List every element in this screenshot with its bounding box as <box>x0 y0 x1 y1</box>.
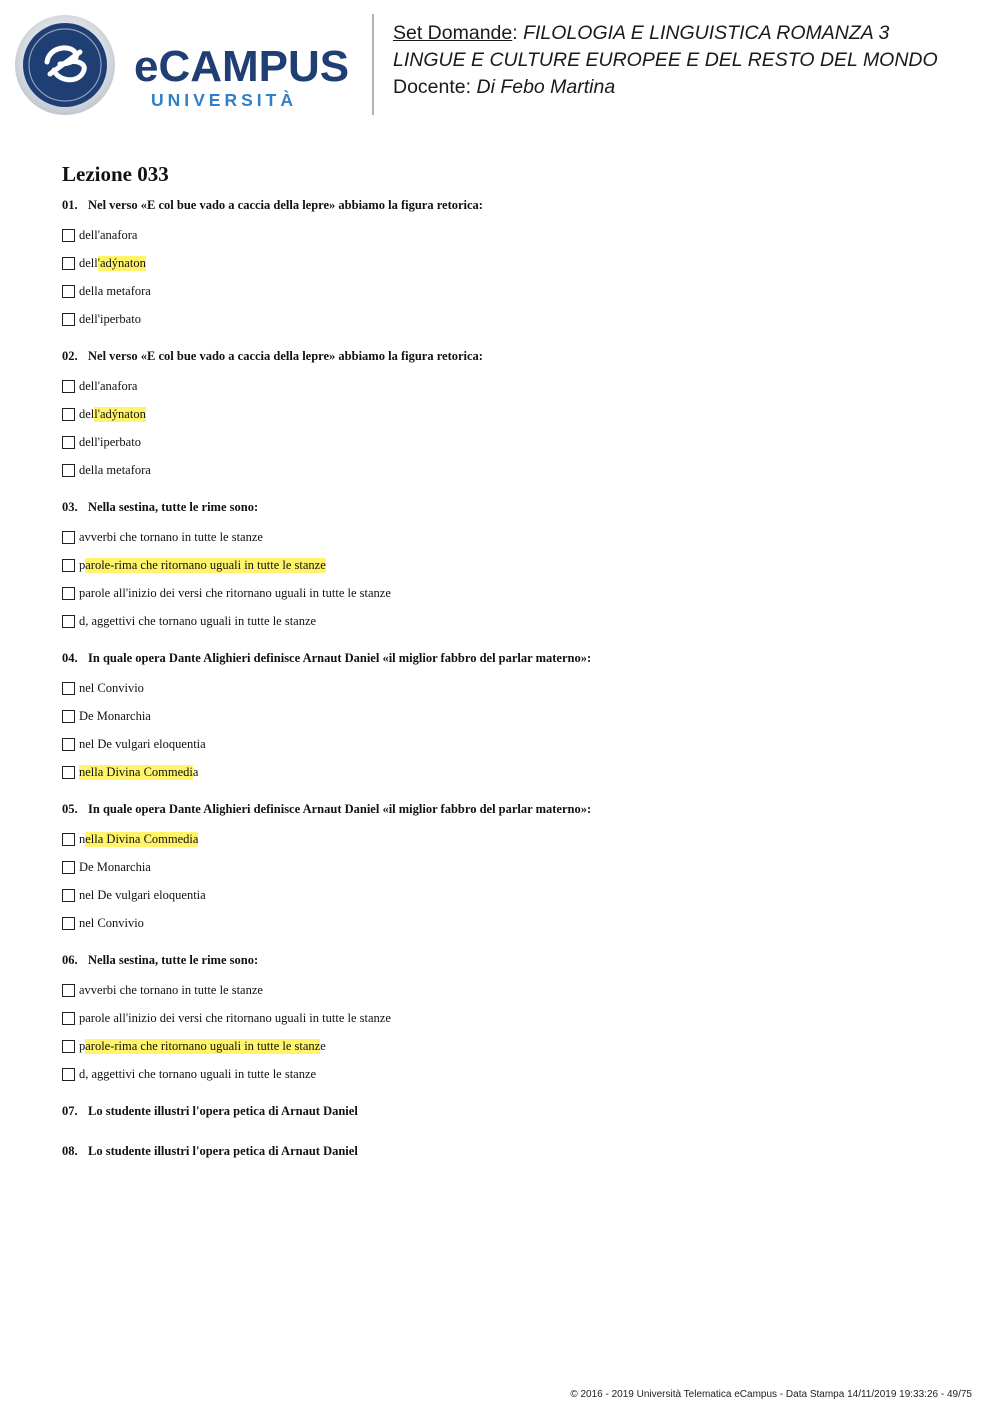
answer-option[interactable] <box>62 523 962 551</box>
answer-checkbox[interactable] <box>62 408 75 421</box>
header-line-3 <box>393 74 993 101</box>
answer-text: nel De vulgari eloquentia <box>79 736 206 751</box>
answer-option[interactable] <box>62 249 962 277</box>
answer-option[interactable] <box>62 551 962 579</box>
question-prompt: Lo studente illustri l'opera petica di Arnaut Daniel <box>88 1144 358 1158</box>
question-8 <box>62 1141 962 1161</box>
answer-text: d, aggettivi che tornano uguali in tutte le stanze <box>79 1066 317 1081</box>
answer-checkbox[interactable] <box>62 436 75 449</box>
answer-checkbox[interactable] <box>62 710 75 723</box>
answer-option[interactable] <box>62 428 962 456</box>
answer-checkbox[interactable] <box>62 587 75 600</box>
question-prompt: Nel verso «E col bue vado a caccia della lepre» abbiamo la figura retorica: <box>88 198 483 212</box>
question-gap <box>62 937 962 950</box>
question-number: 06. <box>62 953 78 967</box>
question-number: 07. <box>62 1104 78 1118</box>
answer-text: p <box>79 557 86 572</box>
question-text <box>62 195 962 215</box>
answer-checkbox[interactable] <box>62 984 75 997</box>
question-prompt: Nella sestina, tutte le rime sono: <box>88 953 259 967</box>
answer-text: della metafora <box>79 283 151 298</box>
answer-option[interactable] <box>62 400 962 428</box>
question-text <box>62 1141 962 1161</box>
answer-option[interactable] <box>62 702 962 730</box>
answer-text: parole all'inizio dei versi che ritornano uguali in tutte le stanze <box>79 585 391 600</box>
answer-text: nel De vulgari eloquentia <box>79 887 206 902</box>
answer-highlight: arole-rima che ritornano uguali in tutte le stanz <box>85 1038 321 1053</box>
answer-text: del <box>79 406 95 421</box>
answer-text: dell'anafora <box>79 227 138 242</box>
question-gap <box>62 635 962 648</box>
question-gap <box>62 484 962 497</box>
answer-text: dell <box>79 255 98 270</box>
set-label: Set Domande <box>393 22 513 44</box>
answer-checkbox[interactable] <box>62 531 75 544</box>
question-4 <box>62 648 962 799</box>
answer-option[interactable] <box>62 1060 962 1088</box>
answer-checkbox[interactable] <box>62 738 75 751</box>
question-1 <box>62 195 962 346</box>
logo-subtext: UNIVERSITÀ <box>151 90 297 110</box>
question-7 <box>62 1101 962 1121</box>
question-text <box>62 950 962 970</box>
course-name: FILOLOGIA E LINGUISTICA ROMANZA 3 <box>523 22 890 44</box>
answer-checkbox[interactable] <box>62 861 75 874</box>
answer-text: della metafora <box>79 462 151 477</box>
question-number: 01. <box>62 198 78 212</box>
answer-option[interactable] <box>62 372 962 400</box>
header-info <box>393 20 993 101</box>
answer-checkbox[interactable] <box>62 1040 75 1053</box>
question-prompt: Lo studente illustri l'opera petica di Arnaut Daniel <box>88 1104 358 1118</box>
answer-checkbox[interactable] <box>62 917 75 930</box>
answer-option[interactable] <box>62 456 962 484</box>
question-number: 05. <box>62 802 78 816</box>
answer-checkbox[interactable] <box>62 833 75 846</box>
question-text <box>62 1101 962 1121</box>
answer-option[interactable] <box>62 1032 962 1060</box>
answer-text: dell'iperbato <box>79 311 141 326</box>
answer-text: n <box>79 831 86 846</box>
lesson-title: Lezione 033 <box>62 162 169 186</box>
teacher-label: Docente: <box>393 76 472 98</box>
answer-highlight: ella Divina Commedia <box>85 831 199 846</box>
answer-option[interactable] <box>62 730 962 758</box>
answer-checkbox[interactable] <box>62 380 75 393</box>
answer-checkbox[interactable] <box>62 682 75 695</box>
question-number: 02. <box>62 349 78 363</box>
answer-checkbox[interactable] <box>62 257 75 270</box>
question-text <box>62 648 962 668</box>
answer-text: avverbi che tornano in tutte le stanze <box>79 529 263 544</box>
question-prompt: In quale opera Dante Alighieri definisce Arnaut Daniel «il miglior fabbro del parlar materno»: <box>88 802 592 816</box>
answer-highlight: l'adýnaton <box>94 406 146 421</box>
answer-text: nel Convivio <box>79 915 144 930</box>
question-text <box>62 497 962 517</box>
answer-text: avverbi che tornano in tutte le stanze <box>79 982 263 997</box>
question-prompt: In quale opera Dante Alighieri definisce Arnaut Daniel «il miglior fabbro del parlar materno»: <box>88 651 592 665</box>
answer-checkbox[interactable] <box>62 1068 75 1081</box>
answer-checkbox[interactable] <box>62 615 75 628</box>
answer-option[interactable] <box>62 579 962 607</box>
question-2 <box>62 346 962 497</box>
answer-option[interactable] <box>62 853 962 881</box>
answer-option[interactable] <box>62 1004 962 1032</box>
page-footer: © 2016 - 2019 Università Telematica eCampus - Data Stampa 14/11/2019 19:33:26 - 49/75 <box>570 1389 972 1400</box>
question-5 <box>62 799 962 950</box>
question-3 <box>62 497 962 648</box>
answer-option[interactable] <box>62 221 962 249</box>
header-line-1: Set Domande: FILOLOGIA E LINGUISTICA ROMANZA 3 <box>393 22 890 44</box>
answer-highlight: 'adýnaton <box>97 255 146 270</box>
answer-option[interactable] <box>62 674 962 702</box>
question-list <box>62 195 962 1181</box>
question-text <box>62 346 962 366</box>
answer-text: De Monarchia <box>79 708 151 723</box>
answer-text: d, aggettivi che tornano uguali in tutte le stanze <box>79 613 317 628</box>
answer-text: De Monarchia <box>79 859 151 874</box>
program-name: LINGUE E CULTURE EUROPEE E DEL RESTO DEL MONDO <box>393 49 938 71</box>
answer-checkbox[interactable] <box>62 766 75 779</box>
logo-wordmark: eCAMPUS <box>134 42 350 91</box>
answer-text: dell'iperbato <box>79 434 141 449</box>
question-text <box>62 799 962 819</box>
question-prompt: Nel verso «E col bue vado a caccia della lepre» abbiamo la figura retorica: <box>88 349 483 363</box>
answer-checkbox[interactable] <box>62 1012 75 1025</box>
question-gap <box>62 1088 962 1101</box>
answer-text: dell'anafora <box>79 378 138 393</box>
answer-option[interactable] <box>62 881 962 909</box>
answer-text: p <box>79 1038 86 1053</box>
answer-checkbox[interactable] <box>62 285 75 298</box>
question-number: 08. <box>62 1144 78 1158</box>
answer-option[interactable] <box>62 305 962 333</box>
answer-text: parole all'inizio dei versi che ritornano uguali in tutte le stanze <box>79 1010 391 1025</box>
answer-highlight: arole-rima che ritornano uguali in tutte le stanze <box>85 557 326 572</box>
question-number: 03. <box>62 500 78 514</box>
ecampus-logo <box>14 14 359 116</box>
question-number: 04. <box>62 651 78 665</box>
answer-highlight: nella Divina Commedi <box>79 764 193 779</box>
question-gap <box>62 333 962 346</box>
answer-option[interactable] <box>62 976 962 1004</box>
answer-option[interactable] <box>62 277 962 305</box>
answer-checkbox[interactable] <box>62 229 75 242</box>
question-6 <box>62 950 962 1101</box>
answer-option[interactable] <box>62 607 962 635</box>
teacher-name: Di Febo Martina <box>476 76 616 98</box>
header-divider <box>372 14 374 115</box>
question-prompt: Nella sestina, tutte le rime sono: <box>88 500 259 514</box>
answer-option[interactable] <box>62 909 962 937</box>
answer-checkbox[interactable] <box>62 313 75 326</box>
answer-checkbox[interactable] <box>62 889 75 902</box>
answer-option[interactable] <box>62 825 962 853</box>
answer-option[interactable] <box>62 758 962 786</box>
answer-checkbox[interactable] <box>62 464 75 477</box>
answer-text: e <box>320 1038 326 1053</box>
answer-text: a <box>192 764 199 779</box>
answer-checkbox[interactable] <box>62 559 75 572</box>
answer-text: nel Convivio <box>79 680 144 695</box>
page-header <box>0 0 1000 130</box>
question-gap <box>62 786 962 799</box>
